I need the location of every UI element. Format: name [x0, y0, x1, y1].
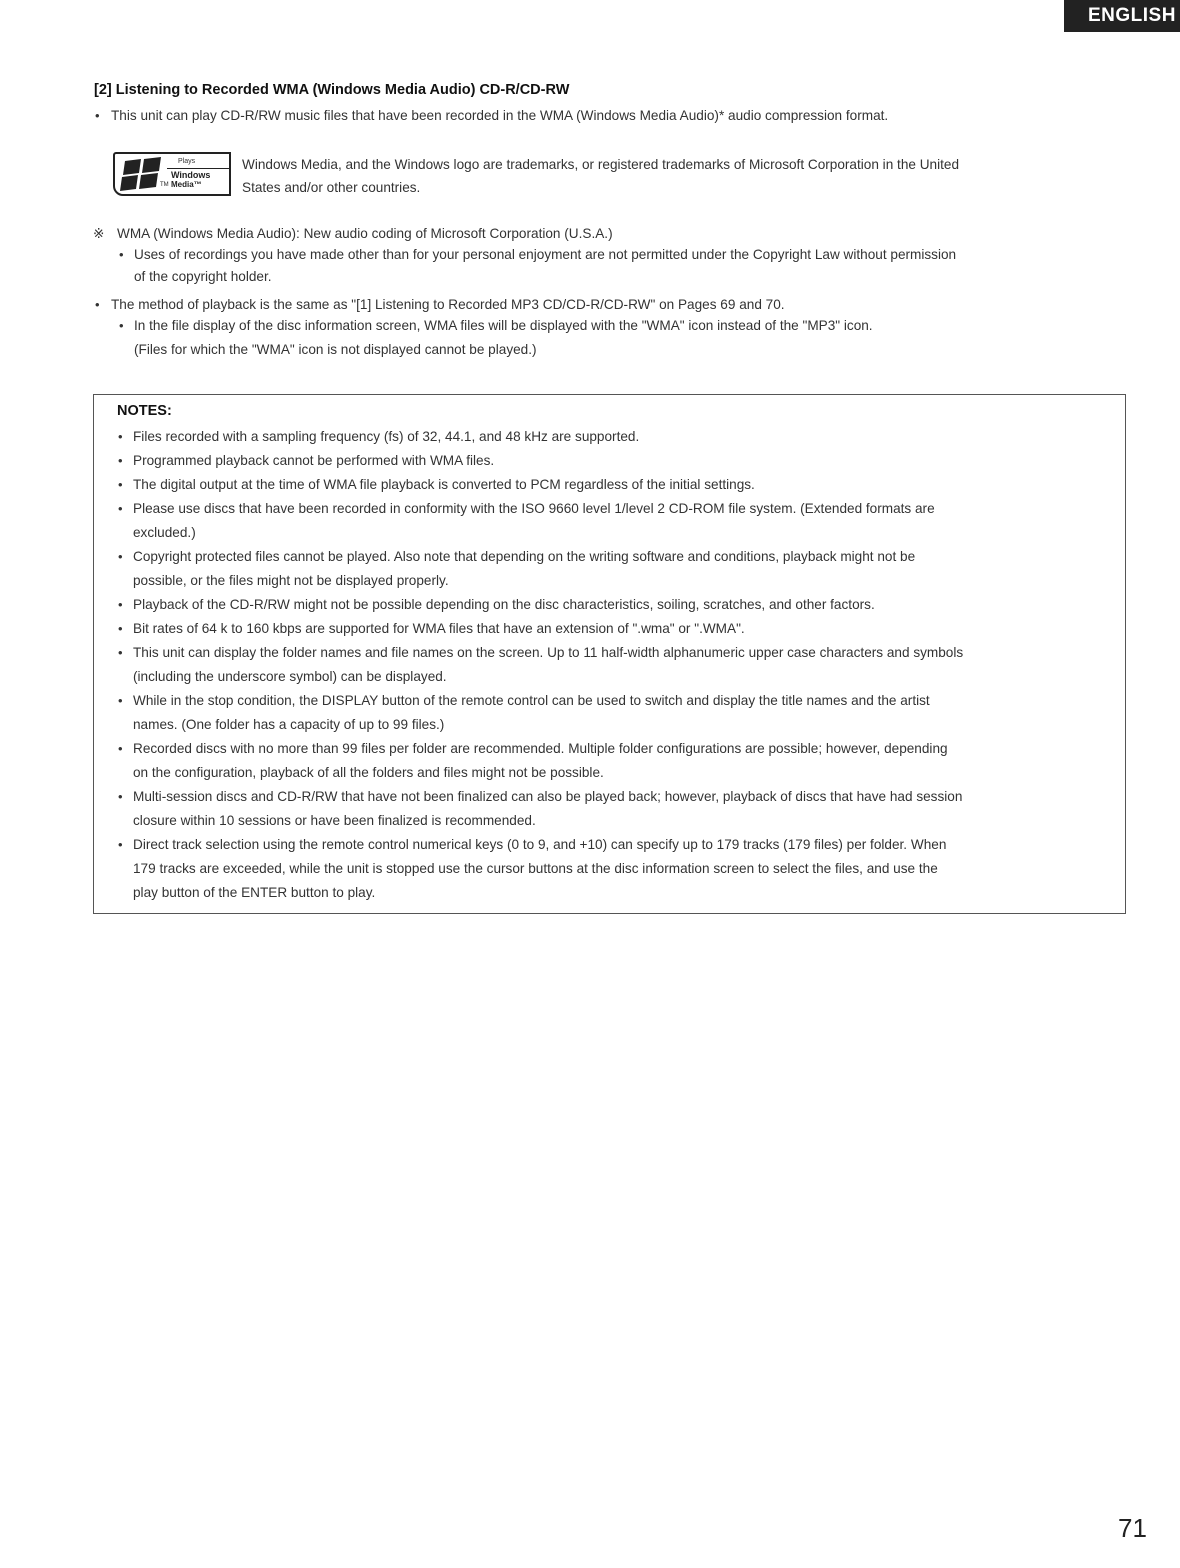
method-sub-line: (Files for which the "WMA" icon is not displayed cannot be played.) [134, 342, 537, 357]
language-tab: ENGLISH [1064, 0, 1180, 32]
bullet-icon: • [118, 621, 123, 636]
note-line: names. (One folder has a capacity of up to 99 files.) [133, 717, 445, 732]
bullet-icon: • [95, 297, 100, 312]
method-sub-line: In the file display of the disc information screen, WMA files will be displayed with the "WMA" icon instead of the "MP3" icon. [134, 318, 873, 333]
windows-media-logo [113, 152, 231, 196]
bullet-icon: • [118, 789, 123, 804]
note-line: excluded.) [133, 525, 196, 540]
bullet-icon: • [118, 453, 123, 468]
note-line: Files recorded with a sampling frequency (fs) of 32, 44.1, and 48 kHz are supported. [133, 429, 640, 444]
bullet-icon: • [119, 318, 124, 333]
note-line: Please use discs that have been recorded in conformity with the ISO 9660 level 1/level 2 CD-ROM file system. (Extended formats are [133, 501, 935, 516]
logo-divider [167, 168, 229, 169]
bullet-icon: • [118, 429, 123, 444]
bullet-icon: • [118, 645, 123, 660]
note-line: Playback of the CD-R/RW might not be possible depending on the disc characteristics, soiling, scratches, and other factors. [133, 597, 875, 612]
note-line: play button of the ENTER button to play. [133, 885, 376, 900]
bullet-icon: • [118, 837, 123, 852]
note-line: Recorded discs with no more than 99 files per folder are recommended. Multiple folder configurations are possible; however, depending [133, 741, 948, 756]
intro-text: This unit can play CD-R/RW music files that have been recorded in the WMA (Windows Media Audio)* audio compression format. [111, 108, 889, 123]
bullet-icon: • [118, 501, 123, 516]
logo-plays-text: Plays [178, 158, 196, 165]
note-line: Programmed playback cannot be performed with WMA files. [133, 453, 495, 468]
footnote-mark: ※ [93, 226, 105, 241]
notes-title: NOTES: [117, 403, 172, 419]
bullet-icon: • [118, 693, 123, 708]
footnote-text: WMA (Windows Media Audio): New audio coding of Microsoft Corporation (U.S.A.) [117, 226, 613, 241]
bullet-icon: • [118, 597, 123, 612]
trademark-line: Windows Media, and the Windows logo are trademarks, or registered trademarks of Microsoft Corporation in the United [242, 157, 960, 172]
logo-media-text: Media™ [171, 180, 202, 189]
note-line: Bit rates of 64 k to 160 kbps are supported for WMA files that have an extension of ".wma" or ".WMA". [133, 621, 745, 636]
note-line: on the configuration, playback of all the folders and files might not be possible. [133, 765, 604, 780]
footnote-sub-line: of the copyright holder. [134, 269, 272, 284]
note-line: While in the stop condition, the DISPLAY button of the remote control can be used to switch and display the title names and the artist [133, 693, 930, 708]
note-line: This unit can display the folder names and file names on the screen. Up to 11 half-width alphanumeric upper case characters and symbols [133, 645, 964, 660]
note-line: Direct track selection using the remote control numerical keys (0 to 9, and +10) can specify up to 179 tracks (179 files) per folder. When [133, 837, 947, 852]
trademark-line: States and/or other countries. [242, 180, 421, 195]
bullet-icon: • [118, 477, 123, 492]
note-line: (including the underscore symbol) can be displayed. [133, 669, 447, 684]
footnote-sub-line: Uses of recordings you have made other than for your personal enjoyment are not permitted under the Copyright Law without permission [134, 247, 957, 262]
note-line: Multi-session discs and CD-R/RW that have not been finalized can also be played back; however, playback of discs that have had session [133, 789, 963, 804]
bullet-icon: • [95, 108, 100, 123]
note-line: The digital output at the time of WMA file playback is converted to PCM regardless of the initial settings. [133, 477, 755, 492]
bullet-icon: • [118, 741, 123, 756]
bullet-icon: • [118, 549, 123, 564]
note-line: 179 tracks are exceeded, while the unit is stopped use the cursor buttons at the disc information screen to select the files, and use the [133, 861, 938, 876]
note-line: possible, or the files might not be displayed properly. [133, 573, 449, 588]
page-number: 71 [1118, 1513, 1147, 1543]
method-text: The method of playback is the same as "[1] Listening to Recorded MP3 CD/CD-R/CD-RW" on Pages 69 and 70. [111, 297, 785, 312]
bullet-icon: • [119, 247, 124, 262]
logo-windows-text: Windows [171, 170, 211, 180]
logo-tm-text: TM [160, 182, 169, 188]
section-title: [2] Listening to Recorded WMA (Windows Media Audio) CD-R/CD-RW [94, 82, 570, 98]
note-line: Copyright protected files cannot be played. Also note that depending on the writing software and conditions, playback might not be [133, 549, 916, 564]
note-line: closure within 10 sessions or have been finalized is recommended. [133, 813, 536, 828]
